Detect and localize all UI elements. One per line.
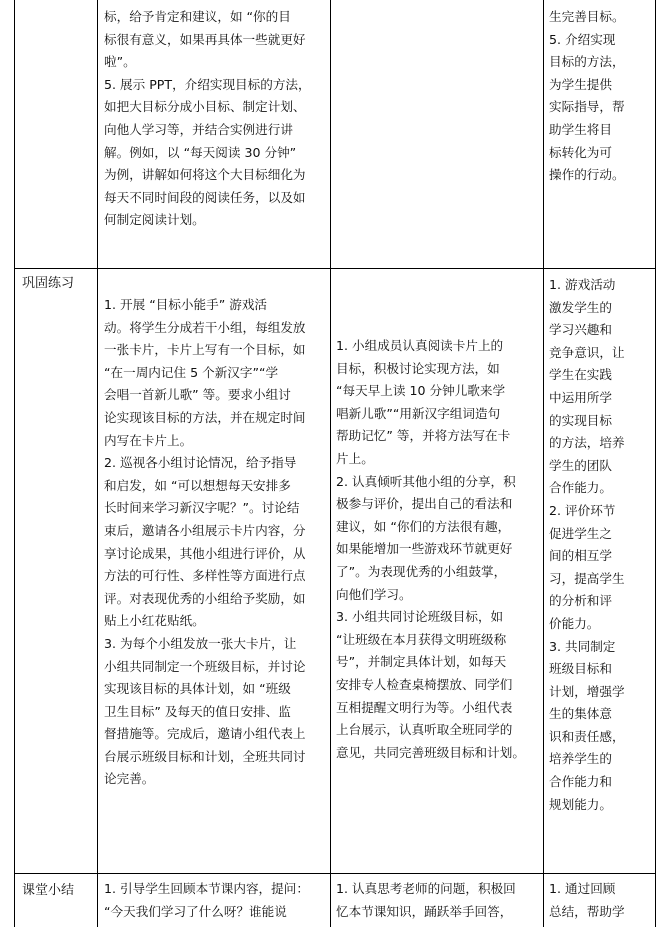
column-divider-1 xyxy=(97,0,98,927)
table-border-right xyxy=(655,0,656,927)
column-divider-2 xyxy=(330,0,331,927)
teacher-activity-cell: 1. 引导学生回顾本节课内容，提问： “今天我们学习了什么呀？谁能说 xyxy=(104,881,309,919)
row-divider-2 xyxy=(14,873,656,874)
teacher-activity-cell: 标，给予肯定和建议，如 “你的目 标很有意义，如果再具体一些就更好 啦”。 5. 展示 PPT，介绍实现目标的方法， 如把大目标分成小目标、制定计划、 向他人学习等，并结合实例进行讲 解。例如，以 “每天阅读 30 分钟” 为例，讲解如何将这个大目标细化为 每天不同时间段的阅读任务，以及如 何制定阅读计划。 xyxy=(104,9,311,228)
student-activity-cell: 1. 认真思考老师的问题，积极回 忆本节课知识，踊跃举手回答， xyxy=(336,881,516,919)
column-divider-3 xyxy=(543,0,544,927)
design-intent-cell: 生完善目标。 5. 介绍实现 目标的方法， 为学生提供 实际指导，帮 助学生将目 标转化为可 操作的行动。 xyxy=(549,9,625,183)
teacher-activity-cell: 1. 开展 “目标小能手” 游戏活 动。将学生分成若干小组，每组发放 一张卡片，卡片上写有一个目标，如 “在一周内记住 5 个新汉字”“学 会唱一首新儿歌” 等。要求小组讨 论实现该目标的方法，并在规定时间 内写在卡片上。 2. 巡视各小组讨论情况，给予指导 和启发，如 “可以想想每天安排多 长时间来学习新汉字呢？”。讨论结 束后，邀请各小组展示卡片内容，分 享讨论成果，其他小组进行评价，从 方法的可行性、多样性等方面进行点 评。对表现优秀的小组给予奖励，如 贴上小红花贴纸。 3. 为每个小组发放一张大卡片，让 小组共同制定一个班级目标，并讨论 实现该目标的具体计划，如 “班级 卫生目标” 及每天的值日安排、监 督措施等。完成后，邀请小组代表上 台展示班级目标和计划，全班共同讨 论完善。 xyxy=(104,297,306,787)
design-intent-cell: 1. 游戏活动 激发学生的 学习兴趣和 竞争意识，让 学生在实践 中运用所学 的实现目标 的方法，培养 学生的团队 合作能力。 2. 评价环节 促进学生之 间的相互学 习，提高学生 的分析和评 价能力。 3. 共同制定 班级目标和 计划，增强学 生的集体意 识和责任感， 培养学生的 合作能力和 规划能力。 xyxy=(549,277,625,812)
table-border-left xyxy=(14,0,15,927)
student-activity-cell: 1. 小组成员认真阅读卡片上的 目标，积极讨论实现方法，如 “每天早上读 10 分钟儿歌来学 唱新儿歌”“用新汉字组词造句 帮助记忆” 等，并将方法写在卡 片上。 2. 认真倾听其他小组的分享，积 极参与评价，提出自己的看法和 建议，如 “你们的方法很有趣， 如果能增加一些游戏环节就更好 了”。为表现优秀的小组鼓掌， 向他们学习。 3. 小组共同讨论班级目标，如 “让班级在本月获得文明班级称 号”，并制定具体计划，如每天 安排专人检查桌椅摆放、同学们 互相提醒文明行为等。小组代表 上台展示，认真听取全班同学的 意见，共同完善班级目标和计划。 xyxy=(336,338,525,760)
phase-cell: 巩固练习 xyxy=(22,276,75,291)
design-intent-cell: 1. 通过回顾 总结，帮助学 xyxy=(549,881,625,919)
row-divider-1 xyxy=(14,268,656,269)
phase-cell: 课堂小结 xyxy=(22,883,75,898)
